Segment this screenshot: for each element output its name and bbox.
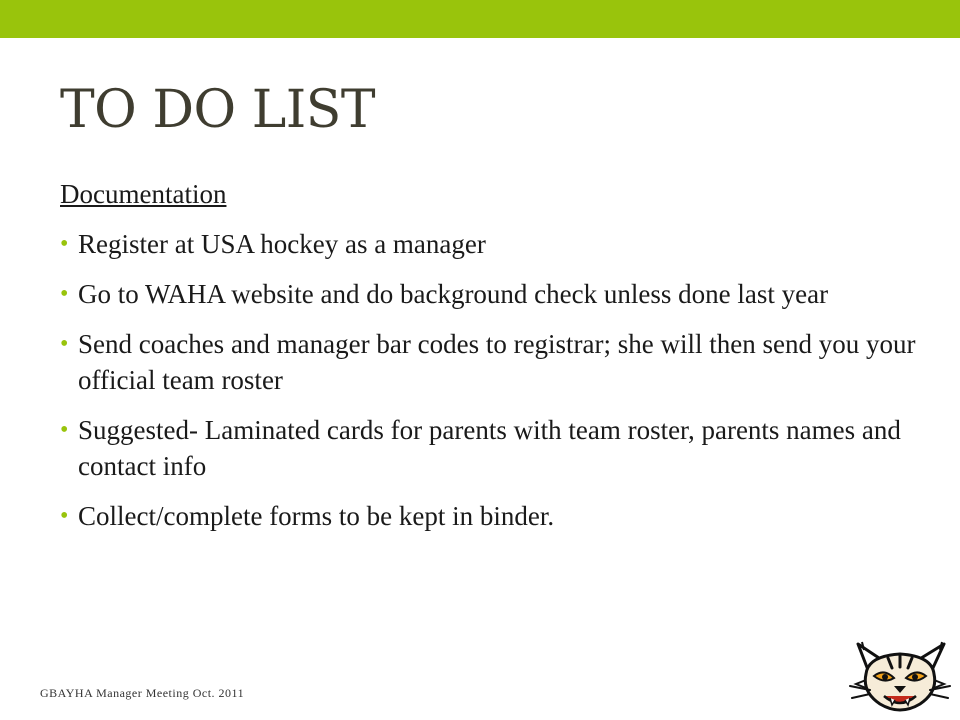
bullet-text: Send coaches and manager bar codes to registrar; she will then send you your official team roster	[78, 329, 916, 395]
bullet-icon: •	[60, 231, 69, 257]
wildcat-logo-icon	[848, 640, 952, 716]
slide-content	[60, 176, 920, 548]
bullet-text: Suggested- Laminated cards for parents with team roster, parents names and contact info	[78, 415, 901, 481]
list-item	[60, 412, 920, 484]
list-item	[60, 226, 920, 262]
bullet-list	[60, 226, 920, 534]
footer-text: GBAYHA Manager Meeting Oct. 2011	[40, 686, 245, 700]
list-item	[60, 326, 920, 398]
list-item	[60, 498, 920, 534]
slide-title: TO DO LIST	[60, 80, 376, 140]
bullet-text: Collect/complete forms to be kept in binder.	[78, 501, 555, 531]
section-heading: Documentation	[60, 179, 227, 209]
bullet-text: Go to WAHA website and do background check unless done last year	[78, 279, 829, 309]
bullet-icon: •	[60, 281, 69, 307]
bullet-icon: •	[60, 331, 69, 357]
list-item	[60, 276, 920, 312]
bullet-text: Register at USA hockey as a manager	[78, 229, 486, 259]
bullet-icon: •	[60, 417, 69, 443]
bullet-icon: •	[60, 503, 69, 529]
top-accent-bar	[0, 0, 960, 38]
